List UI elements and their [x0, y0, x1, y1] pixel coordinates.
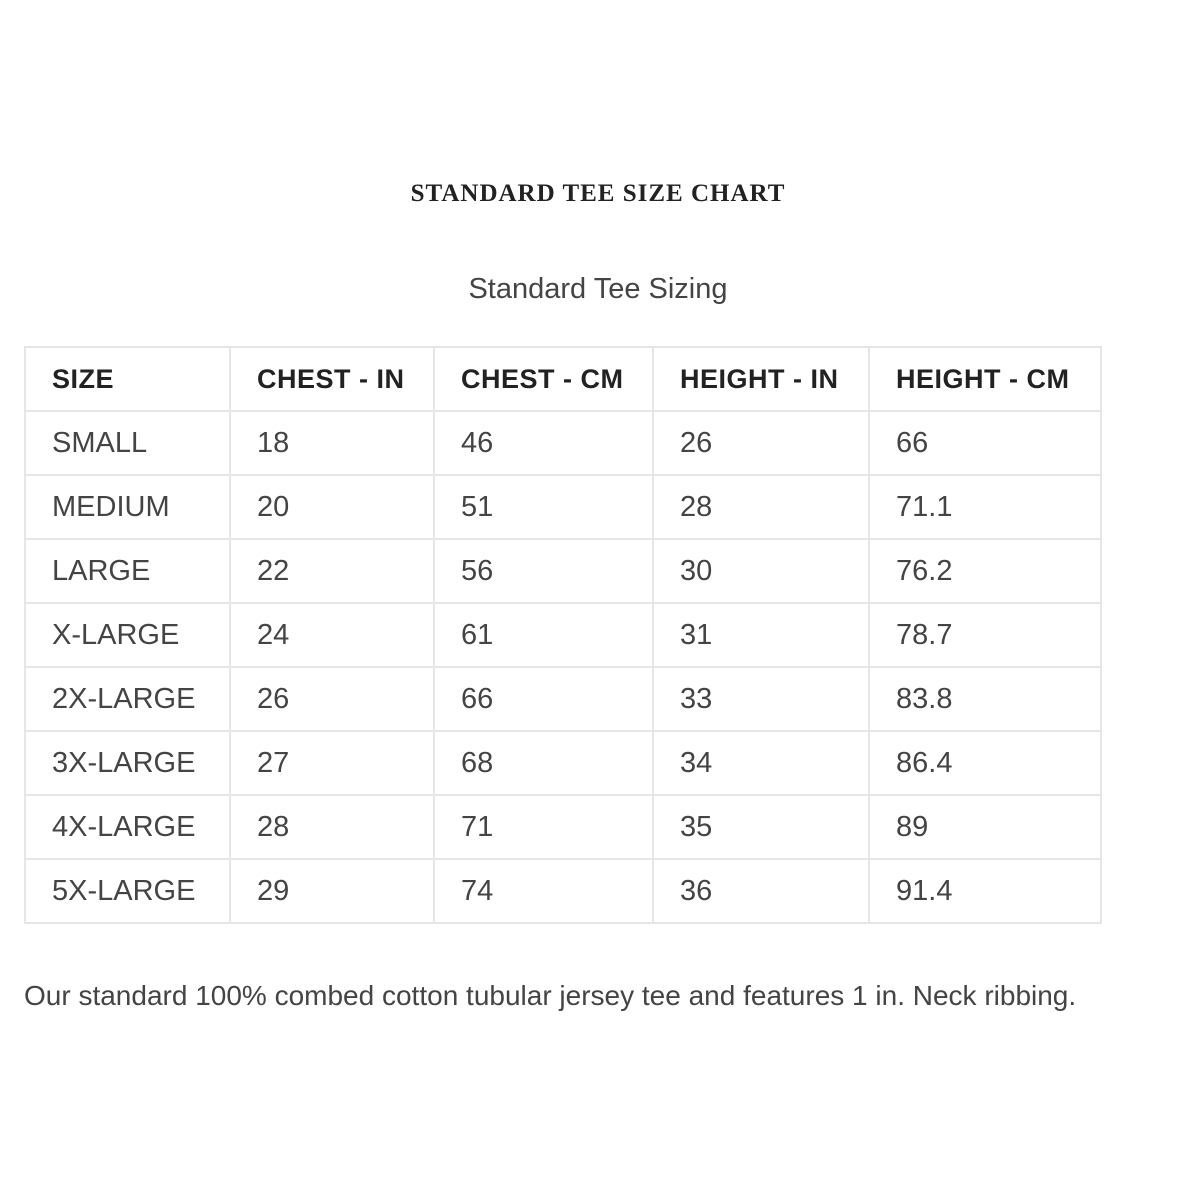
cell-height-cm: 76.2 [869, 539, 1101, 603]
table-row [25, 475, 1101, 539]
cell-height-in: 35 [653, 795, 869, 859]
cell-chest-cm: 74 [434, 859, 653, 923]
column-header-height-cm: HEIGHT - CM [869, 347, 1101, 411]
cell-size: 4X-LARGE [25, 795, 230, 859]
cell-chest-in: 24 [230, 603, 434, 667]
table-row [25, 859, 1101, 923]
cell-size: LARGE [25, 539, 230, 603]
cell-chest-cm: 68 [434, 731, 653, 795]
cell-chest-in: 27 [230, 731, 434, 795]
cell-chest-cm: 46 [434, 411, 653, 475]
cell-chest-cm: 56 [434, 539, 653, 603]
cell-height-cm: 86.4 [869, 731, 1101, 795]
cell-height-cm: 89 [869, 795, 1101, 859]
cell-height-cm: 83.8 [869, 667, 1101, 731]
cell-chest-in: 28 [230, 795, 434, 859]
cell-chest-cm: 61 [434, 603, 653, 667]
cell-size: SMALL [25, 411, 230, 475]
product-description: Our standard 100% combed cotton tubular jersey tee and features 1 in. Neck ribbing. [24, 980, 1077, 1011]
cell-chest-cm: 66 [434, 667, 653, 731]
table-row [25, 539, 1101, 603]
cell-size: X-LARGE [25, 603, 230, 667]
cell-chest-in: 20 [230, 475, 434, 539]
column-header-height-in: HEIGHT - IN [653, 347, 869, 411]
table-row [25, 795, 1101, 859]
table-row [25, 731, 1101, 795]
cell-height-in: 34 [653, 731, 869, 795]
page-title: STANDARD TEE SIZE CHART [410, 180, 786, 207]
cell-height-cm: 66 [869, 411, 1101, 475]
cell-chest-in: 18 [230, 411, 434, 475]
cell-height-in: 30 [653, 539, 869, 603]
table-caption: Standard Tee Sizing [468, 273, 728, 305]
column-header-chest-cm: CHEST - CM [434, 347, 653, 411]
cell-chest-in: 22 [230, 539, 434, 603]
table-row [25, 411, 1101, 475]
cell-chest-in: 29 [230, 859, 434, 923]
table-row [25, 667, 1101, 731]
column-header-size: SIZE [25, 347, 230, 411]
cell-chest-cm: 51 [434, 475, 653, 539]
cell-height-cm: 78.7 [869, 603, 1101, 667]
column-header-chest-in: CHEST - IN [230, 347, 434, 411]
cell-height-in: 31 [653, 603, 869, 667]
cell-height-cm: 71.1 [869, 475, 1101, 539]
cell-size: MEDIUM [25, 475, 230, 539]
cell-height-in: 36 [653, 859, 869, 923]
cell-height-in: 28 [653, 475, 869, 539]
cell-height-in: 33 [653, 667, 869, 731]
cell-chest-in: 26 [230, 667, 434, 731]
cell-chest-cm: 71 [434, 795, 653, 859]
table-header-row [25, 347, 1101, 411]
cell-size: 2X-LARGE [25, 667, 230, 731]
table-row [25, 603, 1101, 667]
cell-height-cm: 91.4 [869, 859, 1101, 923]
cell-size: 3X-LARGE [25, 731, 230, 795]
cell-size: 5X-LARGE [25, 859, 230, 923]
cell-height-in: 26 [653, 411, 869, 475]
size-chart-table [24, 346, 1102, 924]
